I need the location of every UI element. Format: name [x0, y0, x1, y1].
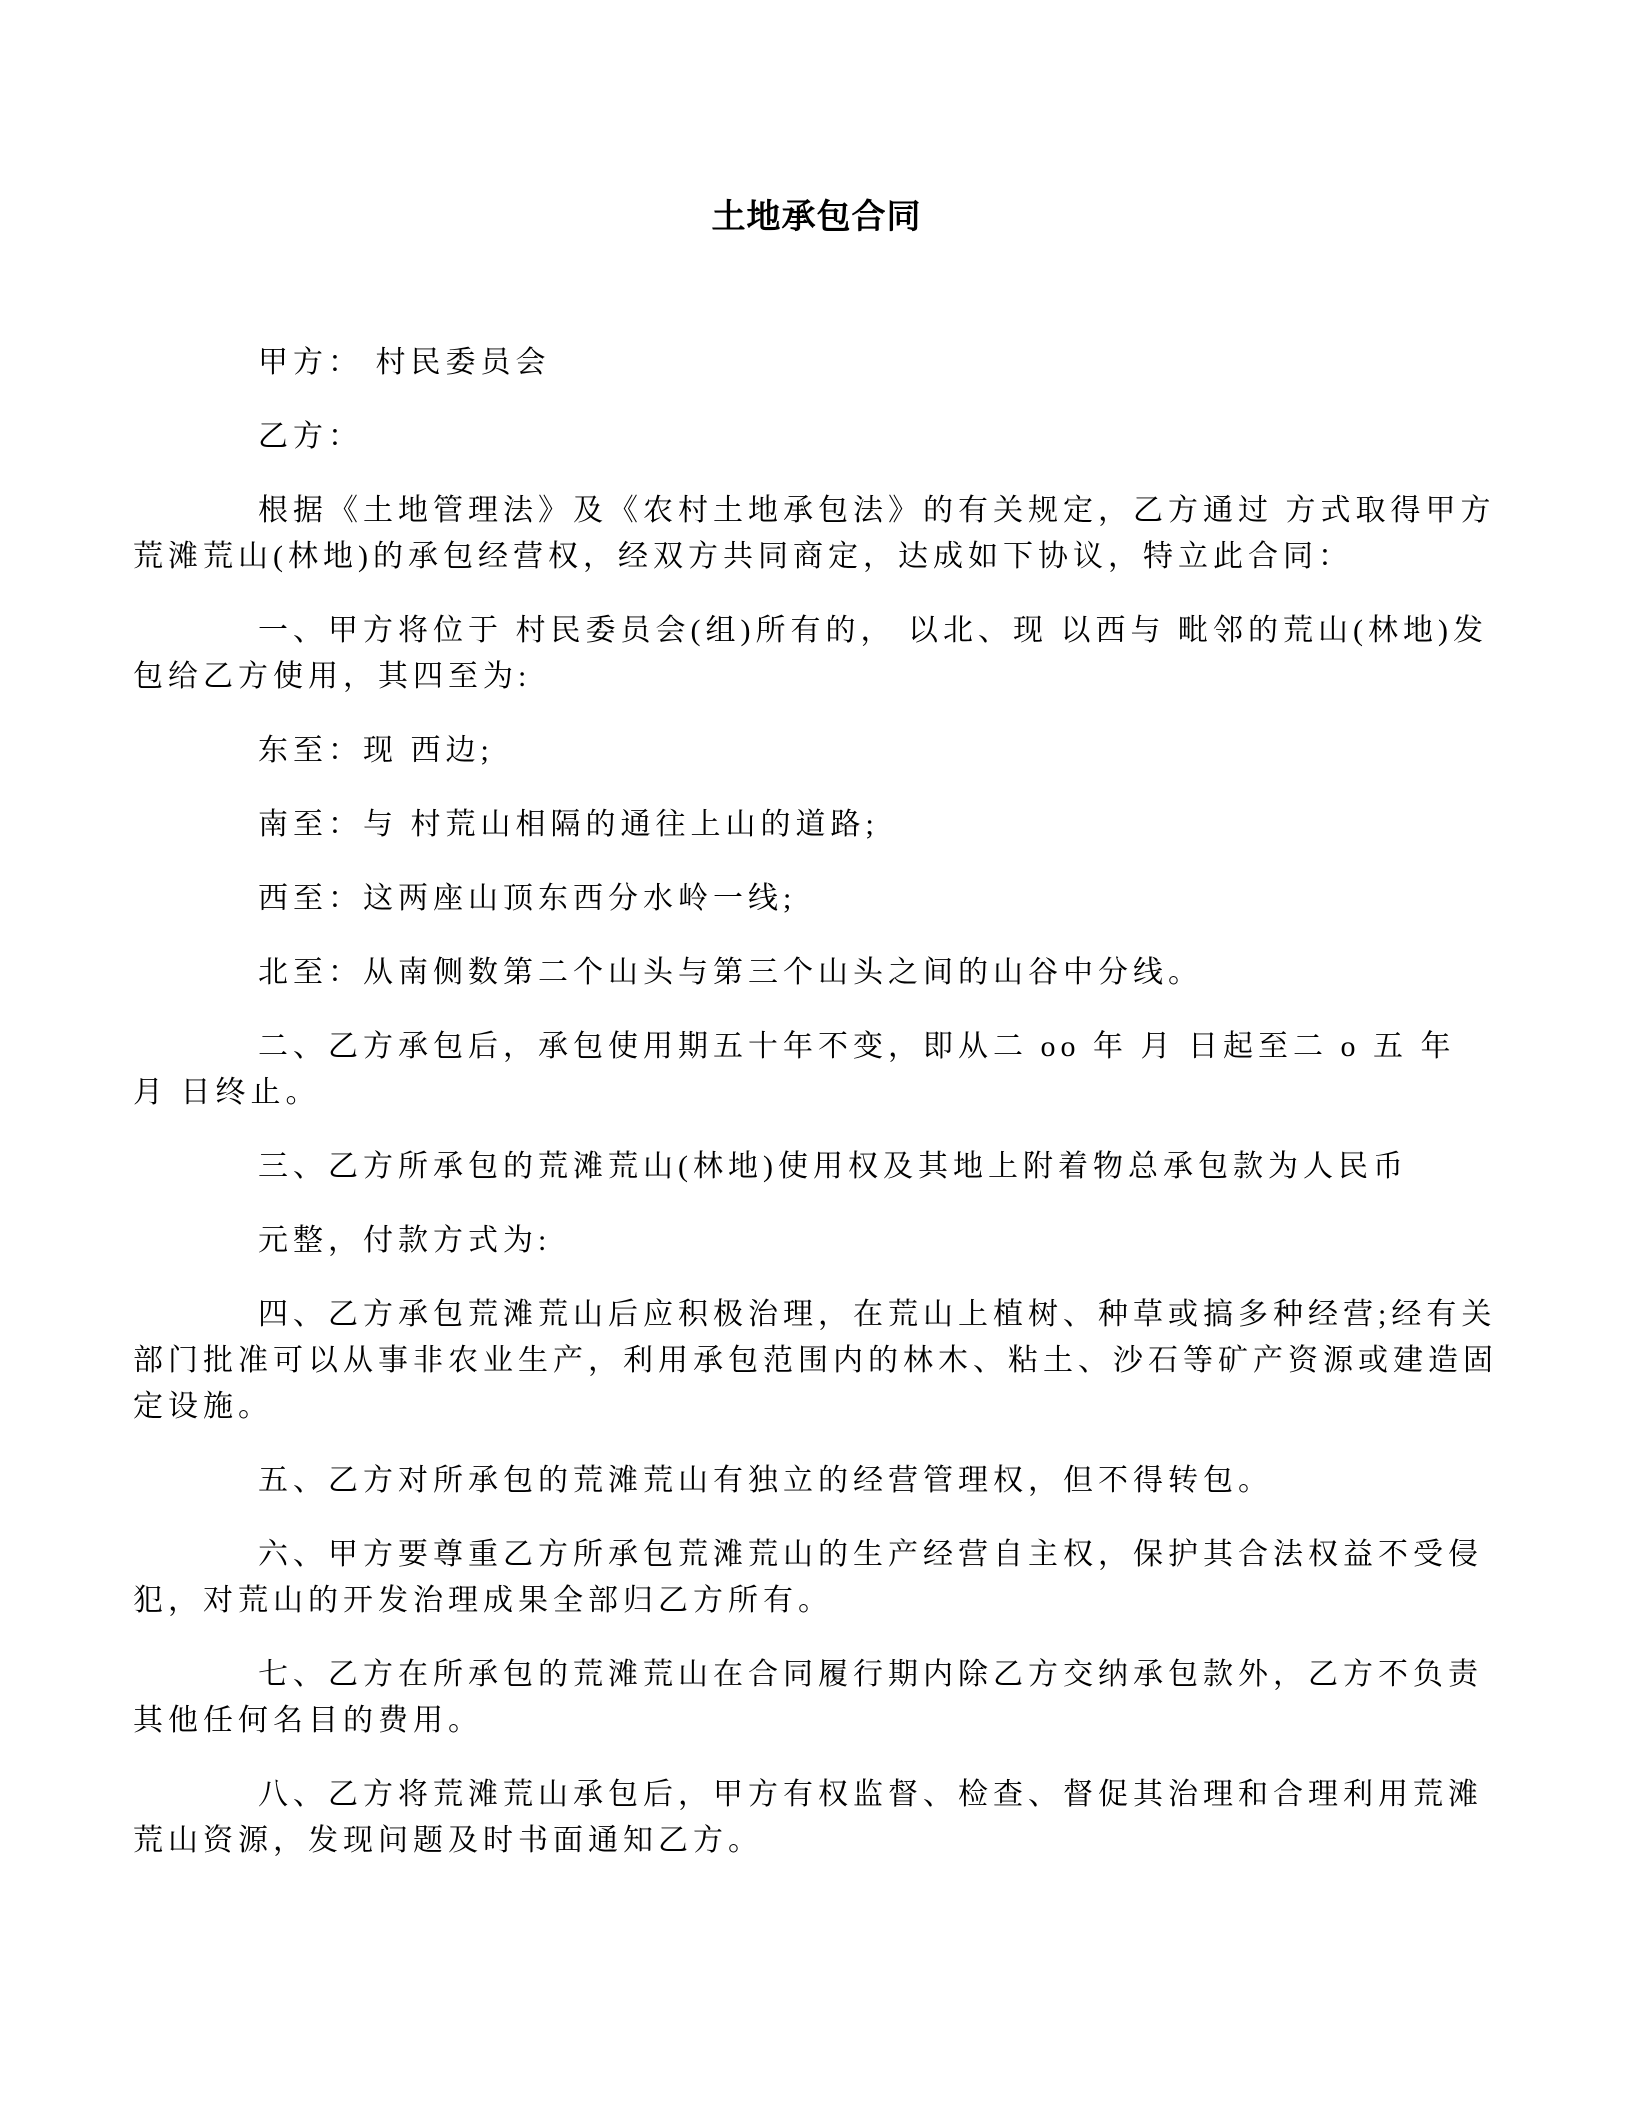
preamble: 根据《土地管理法》及《农村土地承包法》的有关规定，乙方通过 方式取得甲方荒滩荒山(林地)的承包经营权，经双方共同商定，达成如下协议，特立此合同：: [133, 494, 1496, 573]
boundary-east: 东至：现 西边;: [258, 734, 494, 767]
document-title: 土地承包合同: [711, 198, 922, 236]
party-a-line: 甲方： 村民委员会: [258, 346, 551, 379]
clause-5: 五、乙方对所承包的荒滩荒山有独立的经营管理权，但不得转包。: [258, 1464, 1273, 1497]
clause-3-payment: 元整，付款方式为:: [258, 1224, 552, 1257]
boundary-south: 南至：与 村荒山相隔的通往上山的道路;: [258, 808, 879, 841]
clause-1: 一、甲方将位于 村民委员会(组)所有的， 以北、现 以西与 毗邻的荒山(林地)发包给乙方使用，其四至为:: [133, 614, 1488, 693]
clause-4: 四、乙方承包荒滩荒山后应积极治理，在荒山上植树、种草或搞多种经营;经有关部门批准可以从事非农业生产，利用承包范围内的林木、粘土、沙石等矿产资源或建造固定设施。: [133, 1298, 1498, 1423]
boundary-north: 北至：从南侧数第二个山头与第三个山头之间的山谷中分线。: [258, 956, 1203, 989]
clause-6: 六、甲方要尊重乙方所承包荒滩荒山的生产经营自主权，保护其合法权益不受侵犯，对荒山的开发治理成果全部归乙方所有。: [133, 1538, 1483, 1617]
clause-7: 七、乙方在所承包的荒滩荒山在合同履行期内除乙方交纳承包款外，乙方不负责其他任何名目的费用。: [133, 1658, 1483, 1737]
clause-3: 三、乙方所承包的荒滩荒山(林地)使用权及其地上附着物总承包款为人民币: [258, 1150, 1408, 1183]
clause-2: 二、乙方承包后，承包使用期五十年不变，即从二 oo 年 月 日起至二 o 五 年 月 日终止。: [133, 1030, 1456, 1109]
boundary-west: 西至：这两座山顶东西分水岭一线;: [258, 882, 797, 915]
clause-8: 八、乙方将荒滩荒山承包后，甲方有权监督、检查、督促其治理和合理利用荒滩荒山资源，发现问题及时书面通知乙方。: [133, 1778, 1483, 1857]
party-b-line: 乙方：: [258, 420, 363, 453]
